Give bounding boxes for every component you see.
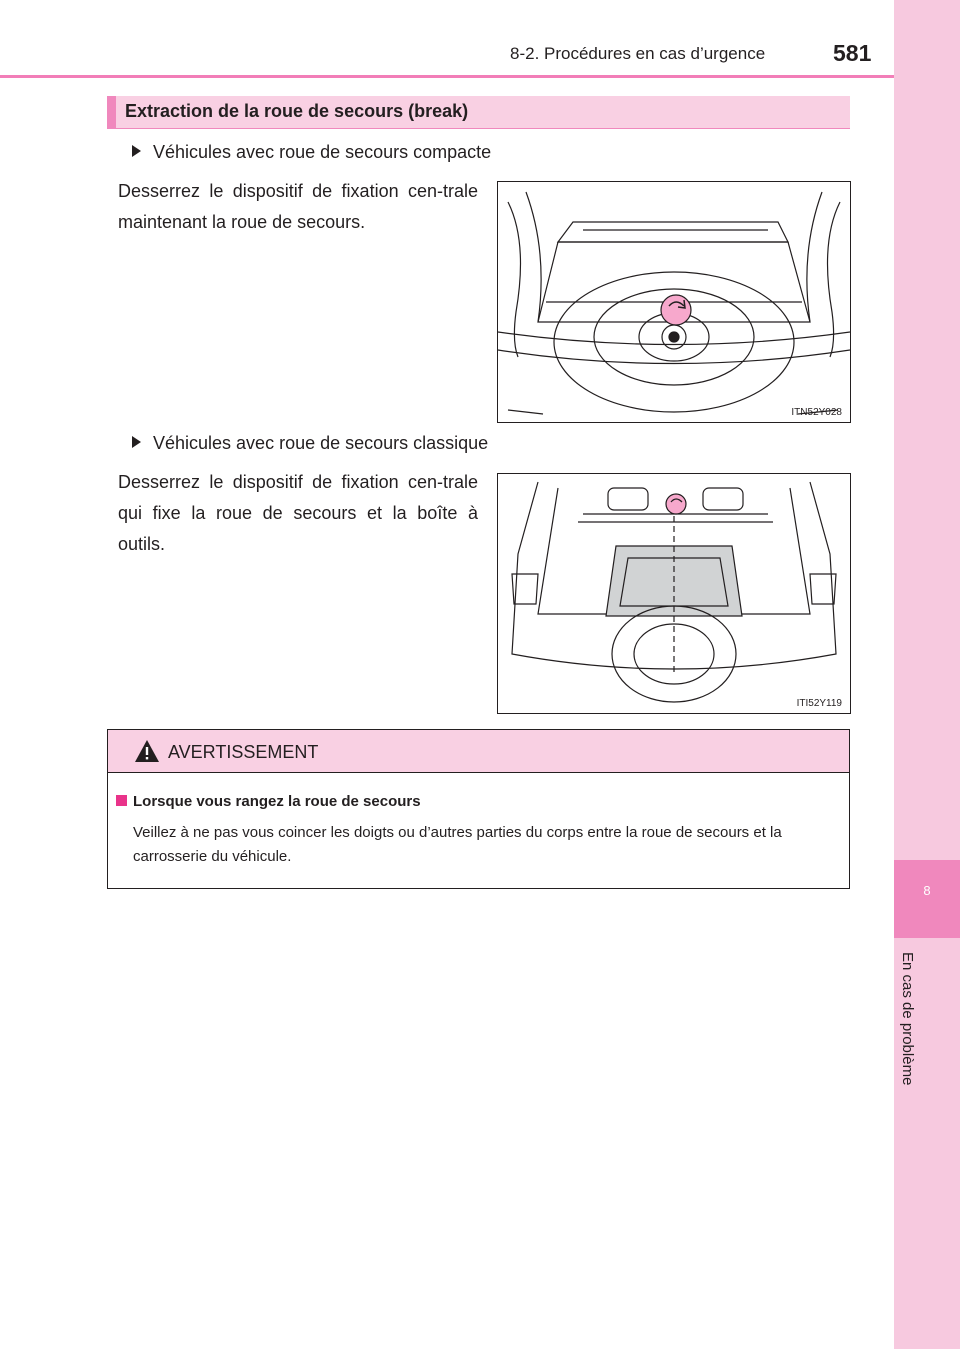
header-section-title: 8-2. Procédures en cas d’urgence	[510, 44, 766, 63]
warning-triangle-icon	[134, 739, 160, 763]
side-tab-chapter-title: En cas de problème	[899, 952, 916, 1086]
square-bullet-icon	[116, 795, 127, 806]
bullet-compact-spare	[132, 142, 491, 163]
bullet-label: Véhicules avec roue de secours classique	[153, 433, 489, 453]
section-heading	[107, 96, 850, 128]
warning-item-title: Lorsque vous rangez la roue de secours	[133, 793, 421, 810]
side-tab-chapter-number: 8	[923, 883, 931, 898]
illustration-classic-spare	[497, 473, 851, 714]
instruction-paragraph: Desserrez le dispositif de fixation cen-trale qui fixe la roue de secours et la boîte à outils.	[118, 472, 478, 554]
side-tab	[894, 0, 960, 1349]
triangle-bullet-icon	[132, 436, 141, 448]
figure-code: ITN52Y028	[791, 407, 842, 418]
section-title: Extraction de la roue de secours (break)	[125, 101, 469, 121]
illustration-compact-spare	[497, 181, 851, 423]
header-divider	[0, 75, 894, 78]
trunk-compact-spare-illustration	[498, 182, 850, 422]
trunk-classic-spare-illustration	[498, 474, 850, 713]
instruction-paragraph: Desserrez le dispositif de fixation cen-trale maintenant la roue de secours.	[118, 181, 478, 232]
triangle-bullet-icon	[132, 145, 141, 157]
page-number: 581	[833, 40, 872, 66]
warning-header	[108, 730, 849, 773]
warning-title: AVERTISSEMENT	[168, 742, 319, 762]
figure-code: ITI52Y119	[796, 698, 842, 709]
bullet-classic-spare	[132, 433, 488, 454]
bullet-label: Véhicules avec roue de secours compacte	[153, 142, 492, 162]
warning-box	[107, 729, 850, 889]
warning-item-heading	[116, 793, 421, 810]
warning-item-text: Veillez à ne pas vous coincer les doigts ou d’autres parties du corps entre la roue de secours et la carrosserie du véhicule.	[133, 824, 782, 865]
side-tab-chapter-marker	[894, 860, 960, 938]
section-divider	[107, 128, 850, 129]
